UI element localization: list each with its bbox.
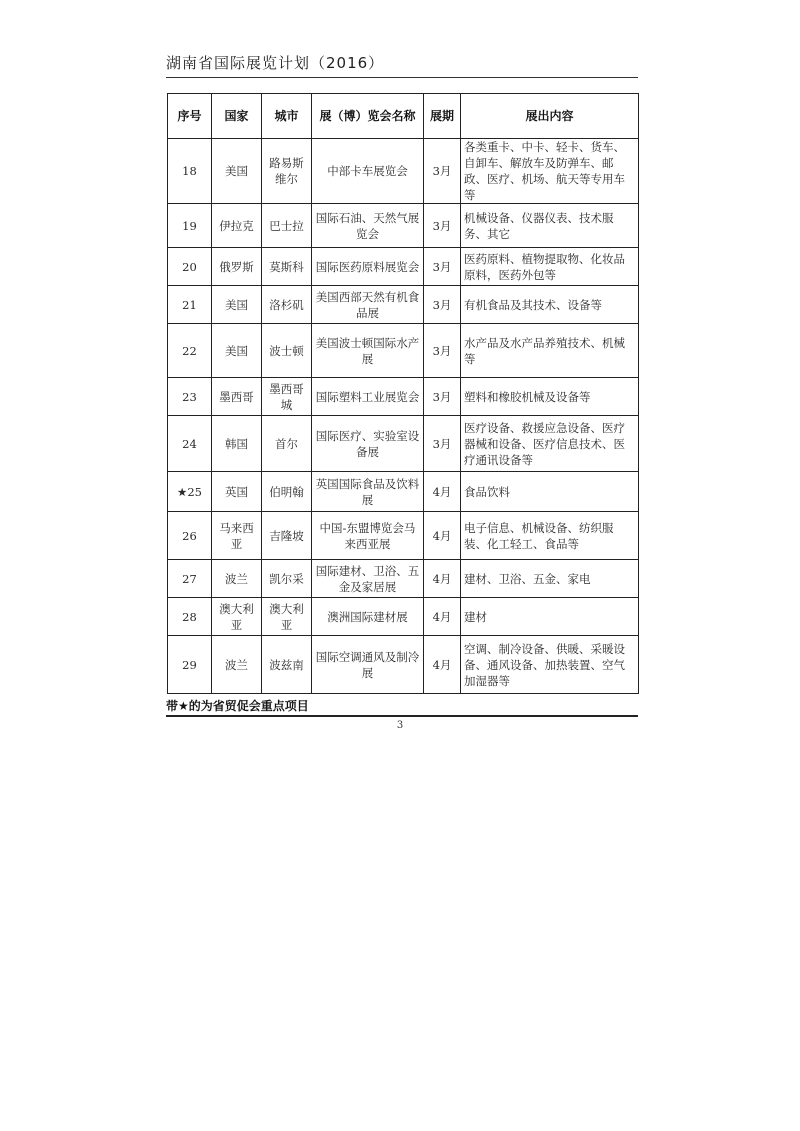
cell-country: 美国 — [212, 286, 262, 324]
cell-city: 波兹南 — [262, 636, 312, 694]
table-row — [168, 204, 639, 248]
cell-name: 中部卡车展览会 — [312, 139, 424, 204]
column-header-content: 展出内容 — [461, 94, 639, 139]
cell-period: 3月 — [424, 286, 461, 324]
table-row — [168, 286, 639, 324]
cell-content: 有机食品及其技术、设备等 — [461, 286, 639, 324]
cell-no: 27 — [168, 560, 212, 598]
cell-country: 波兰 — [212, 636, 262, 694]
cell-city: 莫斯科 — [262, 248, 312, 286]
cell-country: 美国 — [212, 139, 262, 204]
page-number: 3 — [396, 720, 404, 731]
cell-content: 食品饮料 — [461, 472, 639, 512]
table-row — [168, 636, 639, 694]
cell-name: 国际建材、卫浴、五金及家居展 — [312, 560, 424, 598]
cell-no: 26 — [168, 512, 212, 560]
cell-period: 3月 — [424, 378, 461, 416]
footnote: 带★的为省贸促会重点项目 — [166, 699, 309, 713]
column-header-name: 展（博）览会名称 — [312, 94, 424, 139]
cell-city: 巴士拉 — [262, 204, 312, 248]
table-row — [168, 416, 639, 472]
cell-content: 空调、制冷设备、供暖、采暖设备、通风设备、加热装置、空气加湿器等 — [461, 636, 639, 694]
cell-city: 路易斯维尔 — [262, 139, 312, 204]
cell-content: 电子信息、机械设备、纺织服装、化工轻工、食品等 — [461, 512, 639, 560]
cell-no: 29 — [168, 636, 212, 694]
cell-no: ★25 — [168, 472, 212, 512]
column-header-no: 序号 — [168, 94, 212, 139]
cell-country: 俄罗斯 — [212, 248, 262, 286]
cell-city: 首尔 — [262, 416, 312, 472]
cell-content: 医疗设备、救援应急设备、医疗器械和设备、医疗信息技术、医疗通讯设备等 — [461, 416, 639, 472]
cell-name: 国际空调通风及制冷展 — [312, 636, 424, 694]
cell-name: 英国国际食品及饮料展 — [312, 472, 424, 512]
table-row — [168, 512, 639, 560]
cell-country: 马来西亚 — [212, 512, 262, 560]
cell-period: 4月 — [424, 560, 461, 598]
cell-content: 机械设备、仪器仪表、技术服务、其它 — [461, 204, 639, 248]
cell-content: 医药原料、植物提取物、化妆品原料，医药外包等 — [461, 248, 639, 286]
cell-content: 建材、卫浴、五金、家电 — [461, 560, 639, 598]
cell-name: 美国西部天然有机食品展 — [312, 286, 424, 324]
table-row — [168, 248, 639, 286]
cell-no: 18 — [168, 139, 212, 204]
cell-period: 3月 — [424, 416, 461, 472]
cell-country: 墨西哥 — [212, 378, 262, 416]
cell-city: 波士顿 — [262, 324, 312, 378]
cell-period: 4月 — [424, 472, 461, 512]
table-row — [168, 472, 639, 512]
cell-content: 建材 — [461, 598, 639, 636]
cell-no: 24 — [168, 416, 212, 472]
column-header-period: 展期 — [424, 94, 461, 139]
cell-country: 美国 — [212, 324, 262, 378]
table-row — [168, 139, 639, 204]
cell-no: 20 — [168, 248, 212, 286]
cell-name: 美国波士顿国际水产展 — [312, 324, 424, 378]
page-header-title: 湖南省国际展览计划（2016） — [166, 54, 385, 72]
table-header-row — [168, 94, 639, 139]
column-header-city: 城市 — [262, 94, 312, 139]
cell-name: 澳洲国际建材展 — [312, 598, 424, 636]
cell-no: 19 — [168, 204, 212, 248]
cell-city: 墨西哥城 — [262, 378, 312, 416]
cell-country: 韩国 — [212, 416, 262, 472]
footer-divider — [166, 715, 638, 717]
cell-content: 各类重卡、中卡、轻卡、货车、自卸车、解放车及防弹车、邮政、医疗、机场、航天等专用车等 — [461, 139, 639, 204]
cell-name: 国际医疗、实验室设备展 — [312, 416, 424, 472]
column-header-country: 国家 — [212, 94, 262, 139]
cell-period: 4月 — [424, 636, 461, 694]
cell-period: 4月 — [424, 512, 461, 560]
cell-period: 3月 — [424, 248, 461, 286]
cell-name: 国际医药原料展览会 — [312, 248, 424, 286]
cell-no: 28 — [168, 598, 212, 636]
cell-period: 4月 — [424, 598, 461, 636]
cell-period: 3月 — [424, 204, 461, 248]
cell-country: 澳大利亚 — [212, 598, 262, 636]
cell-country: 伊拉克 — [212, 204, 262, 248]
table-row — [168, 560, 639, 598]
exhibition-table — [167, 93, 639, 694]
table-row — [168, 324, 639, 378]
cell-period: 3月 — [424, 324, 461, 378]
header-divider — [166, 77, 638, 78]
cell-city: 澳大利亚 — [262, 598, 312, 636]
cell-no: 23 — [168, 378, 212, 416]
cell-no: 22 — [168, 324, 212, 378]
cell-name: 国际塑料工业展览会 — [312, 378, 424, 416]
cell-country: 英国 — [212, 472, 262, 512]
cell-city: 凯尔采 — [262, 560, 312, 598]
cell-no: 21 — [168, 286, 212, 324]
cell-name: 国际石油、天然气展览会 — [312, 204, 424, 248]
cell-period: 3月 — [424, 139, 461, 204]
cell-city: 吉隆坡 — [262, 512, 312, 560]
cell-country: 波兰 — [212, 560, 262, 598]
cell-content: 塑料和橡胶机械及设备等 — [461, 378, 639, 416]
table-row — [168, 378, 639, 416]
cell-content: 水产品及水产品养殖技术、机械等 — [461, 324, 639, 378]
table-row — [168, 598, 639, 636]
cell-name: 中国-东盟博览会马来西亚展 — [312, 512, 424, 560]
cell-city: 伯明翰 — [262, 472, 312, 512]
cell-city: 洛杉矶 — [262, 286, 312, 324]
